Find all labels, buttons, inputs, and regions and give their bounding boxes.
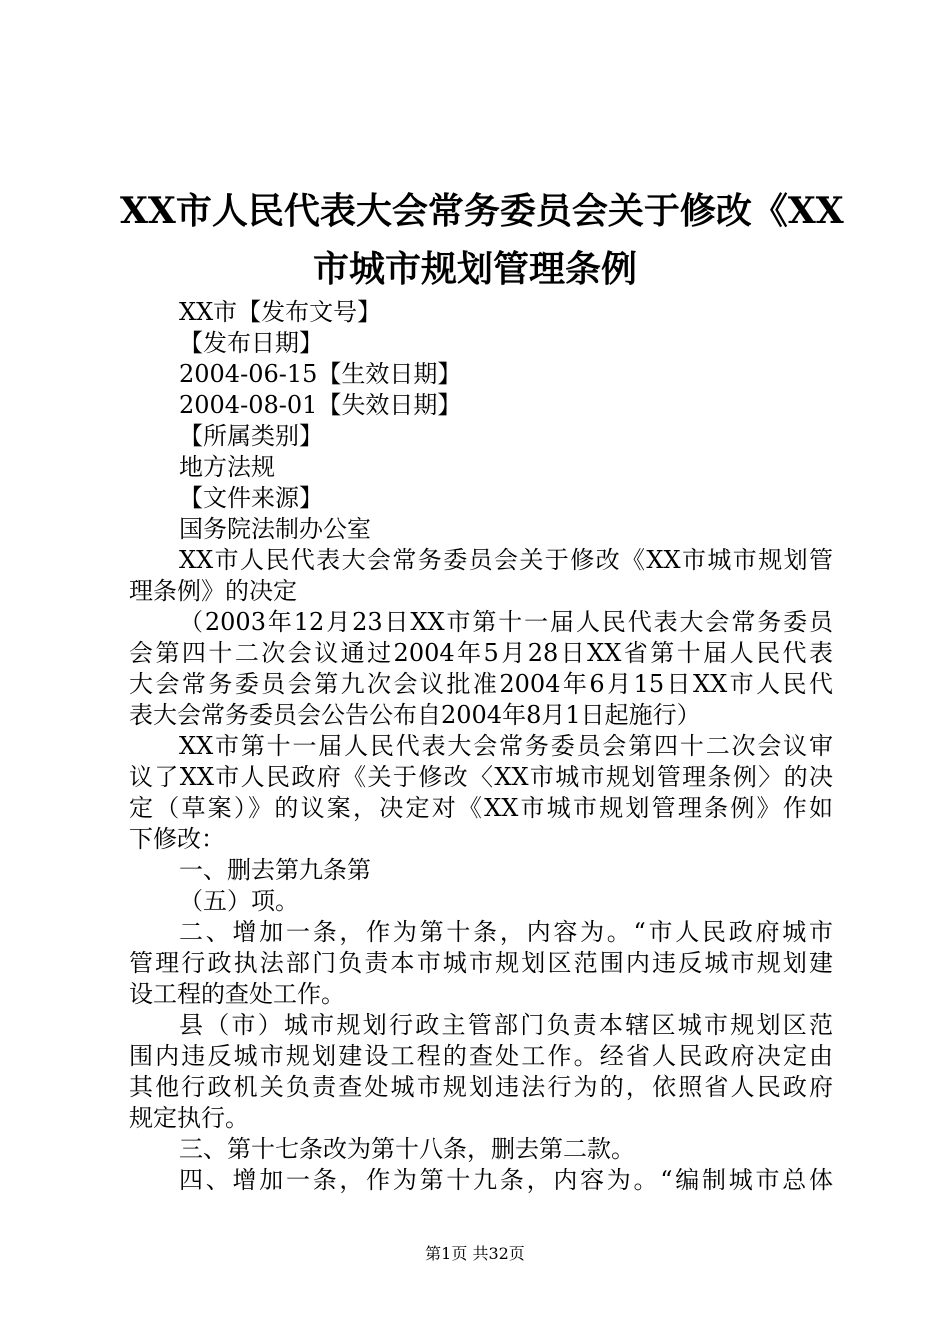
body-line: 地方法规 <box>179 453 275 481</box>
body-line: 三、第十七条改为第十八条，删去第二款。 <box>179 1135 635 1163</box>
body-line: 设工程的查处工作。 <box>129 980 345 1008</box>
body-line: 议了XX市人民政府《关于修改〈XX市城市规划管理条例〉的决 <box>129 763 833 791</box>
page-footer: 第1页 共32页 <box>425 1244 525 1263</box>
body-line: XX市第十一届人民代表大会常务委员会第四十二次会议审 <box>179 732 833 760</box>
body-line: （五）项。 <box>179 887 299 915</box>
body-line: 围内违反城市规划建设工程的查处工作。经省人民政府决定由 <box>129 1042 833 1070</box>
body-line: 理条例》的决定 <box>129 577 297 605</box>
title-line-2: 市城市规划管理条例 <box>312 248 637 290</box>
body-line: 大会常务委员会第九次会议批准2004年6月15日XX市人民代 <box>129 670 833 698</box>
body-line: 下修改： <box>129 825 225 853</box>
body-line: 会第四十二次会议通过2004年5月28日XX省第十届人民代表 <box>129 639 833 667</box>
body-line: 国务院法制办公室 <box>179 515 371 543</box>
body-line: 【所属类别】 <box>179 422 323 450</box>
body-line: 四、增加一条，作为第十九条，内容为。“编制城市总体 <box>179 1166 833 1194</box>
body-line: （2003年12月23日XX市第十一届人民代表大会常务委员 <box>179 608 833 636</box>
body-line: 一、删去第九条第 <box>179 856 371 884</box>
body-line: 二、增加一条，作为第十条，内容为。“市人民政府城市 <box>179 918 833 946</box>
body-line: 其他行政机关负责查处城市规划违法行为的，依照省人民政府 <box>129 1073 833 1101</box>
body-line: XX市【发布文号】 <box>179 298 382 326</box>
body-line: XX市人民代表大会常务委员会关于修改《XX市城市规划管 <box>179 546 833 574</box>
body-line: 管理行政执法部门负责本市城市规划区范围内违反城市规划建 <box>129 949 833 977</box>
body-line: 【发布日期】 <box>179 329 323 357</box>
body-line: 县（市）城市规划行政主管部门负责本辖区城市规划区范 <box>179 1011 833 1039</box>
document-body <box>129 297 833 1196</box>
body-line: 定（草案）》的议案，决定对《XX市城市规划管理条例》作如 <box>129 794 833 822</box>
document-title <box>120 182 844 298</box>
body-line: 2004-06-15【生效日期】 <box>179 360 462 388</box>
body-line: 表大会常务委员会公告公布自2004年8月1日起施行） <box>129 701 701 729</box>
body-line: 【文件来源】 <box>179 484 323 512</box>
body-line: 规定执行。 <box>129 1104 249 1132</box>
body-line: 2004-08-01【失效日期】 <box>179 391 462 419</box>
title-line-1: XX市人民代表大会常务委员会关于修改《XX <box>120 190 844 232</box>
